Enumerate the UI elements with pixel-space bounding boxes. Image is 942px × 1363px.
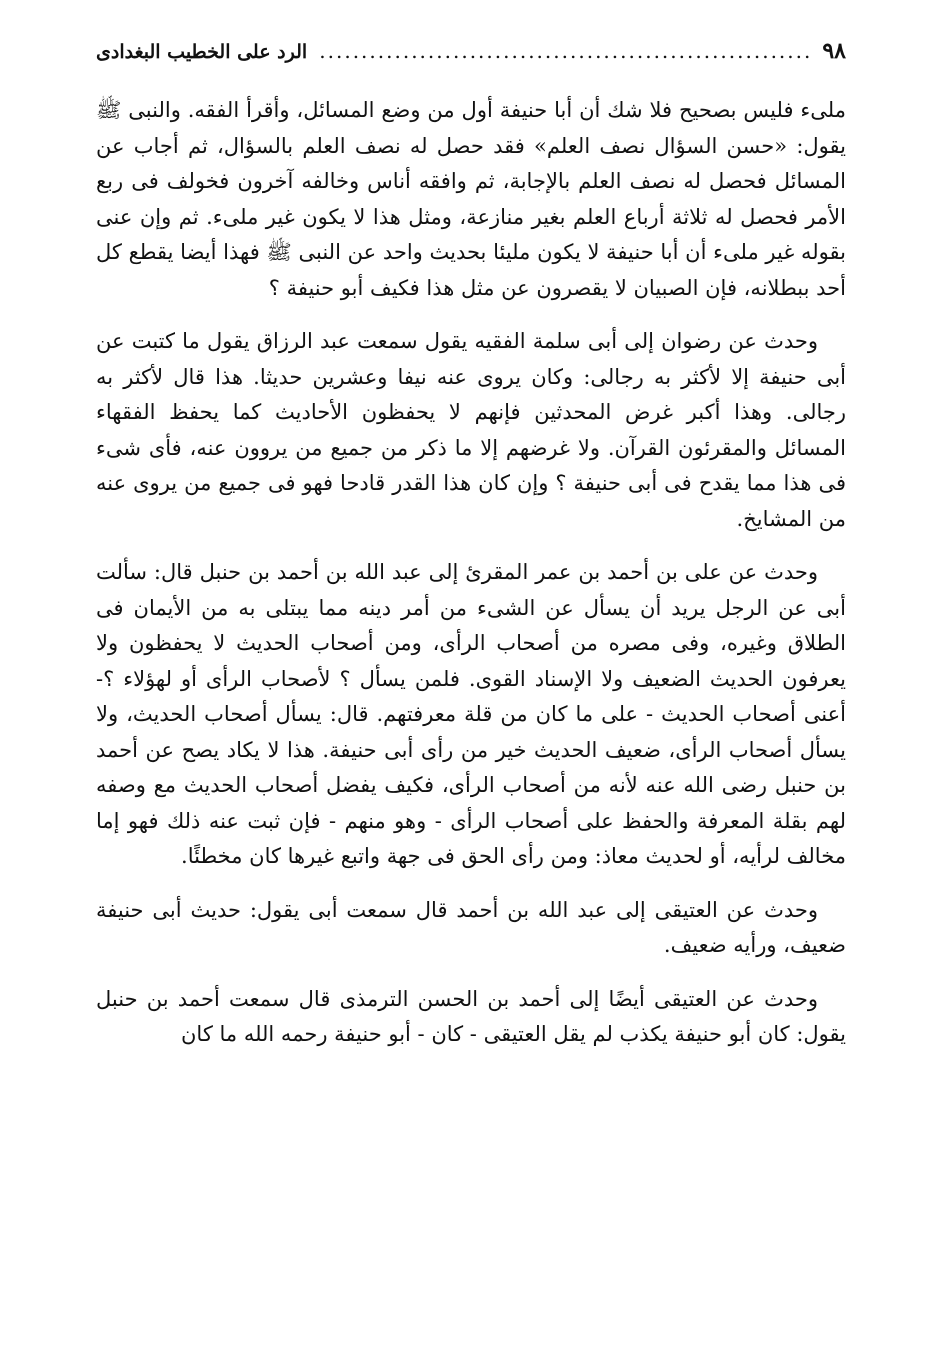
page-number: ٩٨ bbox=[822, 38, 846, 64]
header-dot-leader bbox=[317, 39, 812, 63]
running-title: الرد على الخطيب البغدادى bbox=[96, 41, 308, 63]
paragraph: وحدث عن العتيقى إلى عبد الله بن أحمد قال سمعت أبى يقول: حديث أبى حنيفة ضعيف، ورأيه ضعيف. bbox=[96, 897, 846, 957]
document-page bbox=[96, 38, 846, 1338]
paragraph: وحدث عن على بن أحمد بن عمر المقرئ إلى عبد الله بن أحمد بن حنبل قال: سألت أبى عن الرجل يريد أن يسأل عن الشىء من أمر دينه مما يبتلى به من الأيمان فى الطلاق وغيره، وفى مصره من أصحاب الرأى، ومن أصحاب الحديث لا يحفظون ولا يعرفون الحديث الضعيف ولا الإسناد القوى. فلمن يسأل ؟ لأصحاب الرأى أو لهؤلاء ؟- أعنى أصحاب الحديث - على ما كان من قلة معرفتهم. قال: يسأل أصحاب الحديث، ولا يسأل أصحاب الرأى، ضعيف الحديث خير من رأى أبى حنيفة. هذا لا يكاد يصح عن أحمد بن حنبل رضى الله عنه لأنه من أصحاب الرأى، فكيف يفضل أصحاب الحديث مع وصفه لهم بقلة المعرفة والحفظ على أصحاب الرأى - وهو منهم - فإن ثبت عنه ذلك فهو إما مخالف لرأيه، أو لحديث معاذ: ومن رأى الحق فى جهة واتبع غيرها كان مخطئًا. bbox=[96, 560, 846, 868]
paragraph: وحدث عن العتيقى أيضًا إلى أحمد بن الحسن الترمذى قال سمعت أحمد بن حنبل يقول: كان أبو حنيفة يكذب لم يقل العتيقى - كان - أبو حنيفة رحمه الله ما كان bbox=[96, 986, 846, 1046]
paragraph: ملىء فليس بصحيح فلا شك أن أبا حنيفة أول من وضع المسائل، وأقرأ الفقه. والنبى ﷺ يقول: «حسن السؤال نصف العلم» فقد حصل له نصف العلم بالسؤال، ثم أجاب عن المسائل فحصل له نصف العلم بالإجابة، ثم وافقه أناس وخالفه آخرون فخولف فى ربع الأمر فحصل له ثلاثة أرباع العلم بغير منازعة، ومثل هذا لا يكون غير ملىء. ثم وإن عنى بقوله غير ملىء أن أبا حنيفة لا يكون مليئا بحديث واحد عن النبى ﷺ فهذا أيضا يقطع كل أحد ببطلانه، فإن الصبيان لا يقصرون عن مثل هذا فكيف أبو حنيفة ؟ bbox=[96, 98, 846, 300]
paragraph: وحدث عن رضوان إلى أبى سلمة الفقيه يقول سمعت عبد الرزاق يقول ما كتبت عن أبى حنيفة إلا لأكثر به رجالى: وكان يروى عنه نيفا وعشرين حديثا. هذا قال لأكثر به رجالى. وهذا أكبر غرض المحدثين فإنهم لا يحفظون الأحاديث كما يحفظ الفقهاء المسائل والمقرئون القرآن. ولا غرضهم إلا ما ذكر من جميع من يروون عنه، فأى شىء فى هذا مما يقدح فى أبى حنيفة ؟ وإن كان هذا القدر قادحا فهو فى جميع من يروى عنه من المشايخ. bbox=[96, 329, 846, 531]
page-header bbox=[96, 38, 846, 83]
